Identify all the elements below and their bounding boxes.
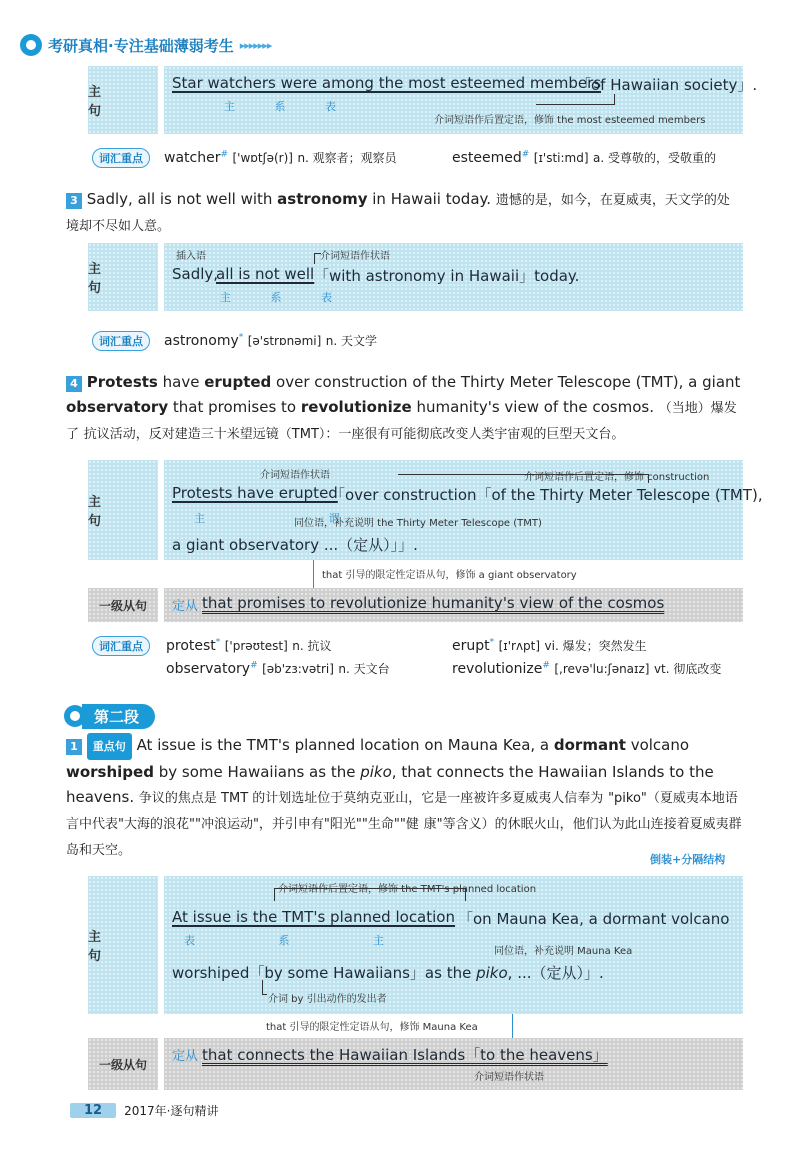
text-bold: revolutionize	[300, 398, 412, 416]
vocab-definition: n. 天文学	[325, 334, 377, 348]
text-italic: piko	[476, 964, 508, 982]
vocab-definition: n. 观察者；观察员	[297, 151, 397, 165]
main-clause-panel-4	[88, 460, 763, 560]
panel-label-main: 主 句	[88, 460, 158, 560]
panel-body	[164, 460, 763, 560]
vocab-definition: vt. 彻底改变	[653, 662, 722, 676]
sub-clause-sentence: that connects the Hawaiian Islands「to the heavens」	[202, 1046, 608, 1064]
annotation-arrow	[314, 253, 321, 264]
panel-label-main: 主 句	[88, 243, 158, 311]
clause-type-tag: 定从	[172, 599, 199, 614]
section-title: 第二段	[82, 704, 155, 729]
sentence-prep-phrase: 「of Hawaiian society」.	[576, 76, 758, 94]
text: in Hawaii today.	[367, 190, 492, 208]
sentence-prep-phrase: 「with astronomy in Hawaii」today.	[314, 267, 580, 285]
text-bold: Protests	[86, 373, 158, 391]
vocab-item	[452, 637, 647, 654]
vocab-phonetic: [ɪ'rʌpt]	[498, 639, 541, 653]
vocab-word: observatory	[166, 661, 251, 677]
annotation-adverbial: 介词短语作状语	[260, 470, 330, 481]
panel-body	[164, 66, 758, 134]
annotation-adverbial: 介词短语作状语	[474, 1072, 544, 1083]
sentence-paragraph-5	[66, 733, 742, 863]
translation: 康"等含义）的休眠火山，他们认为此山连接着夏威夷群岛和天空。	[66, 817, 742, 858]
structure-hint: 倒装+分隔结构	[650, 853, 726, 866]
vocab-star: #	[220, 149, 229, 160]
text: Sadly, all is not well with	[86, 190, 278, 208]
sub-clause-panel-4	[88, 588, 743, 622]
vocab-definition: n. 天文台	[338, 662, 390, 676]
sentence-paragraph-4	[66, 370, 742, 447]
grammar-roles: 表 系 主	[184, 934, 424, 947]
key-sentence-tag: 重点句	[87, 733, 132, 760]
sentence-prep-phrase: 「over construction「of the Thirty Meter Telescope (TMT),	[330, 486, 763, 504]
main-clause-panel-5	[88, 876, 743, 1014]
text-bold: astronomy	[277, 190, 368, 208]
sentence-participle-part	[172, 962, 604, 983]
vocab-phonetic: [ɪ'sti:md]	[533, 151, 589, 165]
text-bold: erupted	[204, 373, 272, 391]
annotation-clause: that 引导的限定性定语从句，修饰 Mauna Kea	[266, 1022, 478, 1033]
annotation-arrow	[274, 888, 466, 901]
panel-label-sub: 一级从句	[88, 1038, 158, 1090]
annotation-appositive: 同位语，补充说明 the Thirty Meter Telescope (TMT)	[294, 518, 542, 529]
annotation-appositive: 同位语，补充说明 Mauna Kea	[494, 946, 633, 957]
sentence-number: 1	[66, 739, 82, 755]
grammar-roles: 主 谓	[194, 512, 400, 525]
sentence-main-part: all is not well	[216, 265, 315, 283]
text-bold: worshiped	[66, 763, 154, 781]
text: , that connects the Hawaiian Islands to the heavens.	[66, 763, 714, 806]
text: by some Hawaiians as the	[153, 763, 361, 781]
vocab-definition: a. 受尊敬的，受敬重的	[592, 151, 716, 165]
vocab-tag: 词汇重点	[92, 148, 150, 168]
vocab-word: esteemed	[452, 150, 522, 166]
vocab-star: *	[489, 637, 495, 648]
logo-icon	[20, 34, 42, 56]
panel-label-main: 主 句	[88, 876, 158, 1014]
sub-clause-panel-5	[88, 1038, 743, 1090]
vocab-tag: 词汇重点	[92, 636, 150, 656]
grammar-roles: 主 系 表	[220, 291, 350, 304]
text: have	[157, 373, 205, 391]
sentence-prep-phrase: 「on Mauna Kea, a dormant volcano	[458, 910, 730, 928]
text: , ...（定从）」.	[507, 964, 604, 982]
vocab-word: erupt	[452, 638, 490, 654]
text: At issue is the TMT's planned location on Mauna Kea, a	[136, 736, 554, 754]
translation: （当地）爆发了	[66, 401, 737, 442]
vocab-item	[452, 660, 721, 677]
vocab-word: astronomy	[164, 333, 239, 349]
panel-label-sub: 一级从句	[88, 588, 158, 622]
vocab-phonetic: ['wɒtʃə(r)]	[232, 151, 293, 165]
section-icon	[64, 705, 86, 727]
grammar-roles: 主 系 表	[224, 100, 354, 113]
page-header	[20, 30, 271, 60]
translation: 争议的焦点是 TMT 的计划选址位于莫纳克亚山，它是一座被许多夏威夷人信奉为	[138, 791, 604, 806]
main-clause-panel-1	[88, 66, 758, 134]
clause-type-tag: 定从	[172, 1049, 199, 1064]
annotation-by: 介词 by 引出动作的发出者	[268, 994, 387, 1005]
vocab-item	[164, 149, 397, 166]
vocab-phonetic: ['prəʊtest]	[224, 639, 288, 653]
text-bold: observatory	[66, 398, 169, 416]
vocab-phonetic: [ə'strɒnəmi]	[247, 334, 322, 348]
book-title: 2017年·逐句精讲	[124, 1104, 219, 1118]
annotation-arrow	[262, 980, 267, 995]
vocab-section-3	[92, 331, 742, 351]
sentence-number: 3	[66, 193, 82, 209]
text-bold: dormant	[553, 736, 626, 754]
connector-line	[313, 560, 314, 590]
annotation-adverbial: 介词短语作状语	[320, 251, 390, 262]
panel-body	[164, 243, 743, 311]
vocab-word: watcher	[164, 150, 221, 166]
sentence-paragraph-3	[66, 187, 742, 239]
annotation-attributive: 介词短语作后置定语，修饰 construction	[524, 472, 710, 483]
page-footer	[70, 1102, 218, 1119]
vocab-section-4	[92, 636, 742, 680]
vocab-item	[166, 637, 332, 654]
annotation-attributive: 介词短语作后置定语，修饰 the TMT's planned location	[278, 884, 537, 895]
panel-body	[164, 876, 743, 1014]
text: that promises to	[168, 398, 301, 416]
sentence-insert: Sadly,	[172, 265, 219, 283]
sentence-main-part: At issue is the TMT's planned location	[172, 908, 455, 926]
vocab-definition: n. 抗议	[292, 639, 332, 653]
vocab-word: revolutionize	[452, 661, 543, 677]
vocab-star: #	[521, 149, 530, 160]
translation: 遗憾的是，如今，在夏威夷，天文学的处境却不尽如人意。	[66, 193, 730, 234]
translation: "piko"（夏威夷本地语言中代表"大海的浪花""冲浪运动"，并引申有"阳光""生命""健	[66, 791, 738, 832]
panel-body	[164, 1038, 743, 1090]
panel-body	[164, 588, 743, 622]
vocab-star: *	[215, 637, 221, 648]
annotation-insert: 插入语	[176, 251, 206, 262]
header-arrows: ▸▸▸▸▸▸▸	[239, 38, 272, 52]
vocab-item	[166, 660, 390, 677]
connector-line	[512, 1014, 513, 1038]
vocab-word: protest	[166, 638, 216, 654]
annotation-note: 介词短语作后置定语，修饰 the most esteemed members	[434, 115, 706, 126]
annotation-clause: that 引导的限定性定语从句，修饰 a giant observatory	[322, 570, 577, 581]
section-header-2	[64, 703, 155, 729]
vocab-definition: vi. 爆发；突然发生	[544, 639, 647, 653]
header-title: 考研真相·专注基础薄弱考生	[48, 36, 234, 55]
panel-label-main: 主 句	[88, 66, 158, 134]
text-italic: piko	[360, 763, 392, 781]
sentence-main-part: Protests have erupted	[172, 484, 338, 502]
page-number: 12	[70, 1103, 116, 1118]
text: over construction of the Thirty Meter Telescope (TMT), a giant	[271, 373, 741, 391]
vocab-item	[452, 149, 716, 166]
main-clause-panel-3	[88, 243, 743, 311]
vocab-star: #	[250, 660, 258, 671]
vocab-star: #	[542, 660, 550, 671]
vocab-phonetic: [əb'zɜ:vətri]	[262, 662, 334, 676]
sentence-main-part: Star watchers were among the most esteemed members	[172, 74, 602, 92]
sub-clause-sentence: that promises to revolutionize humanity's view of the cosmos	[202, 594, 665, 612]
vocab-phonetic: [,revə'lu:ʃənaɪz]	[554, 662, 650, 676]
text: worshiped「by some Hawaiians」as the	[172, 964, 477, 982]
text: humanity's view of the cosmos.	[411, 398, 654, 416]
annotation-arrow	[536, 94, 615, 105]
vocab-tag: 词汇重点	[92, 331, 150, 351]
vocab-section-1	[92, 148, 742, 168]
vocab-item	[164, 332, 377, 349]
text: volcano	[625, 736, 690, 754]
vocab-star: *	[238, 332, 244, 343]
translation: 抗议活动，反对建造三十米望远镜（TMT）：一座很有可能彻底改变人类宇宙观的巨型天文台。	[83, 427, 625, 442]
sentence-appositive: a giant observatory ...（定从）」」.	[172, 536, 418, 554]
sentence-number: 4	[66, 376, 82, 392]
